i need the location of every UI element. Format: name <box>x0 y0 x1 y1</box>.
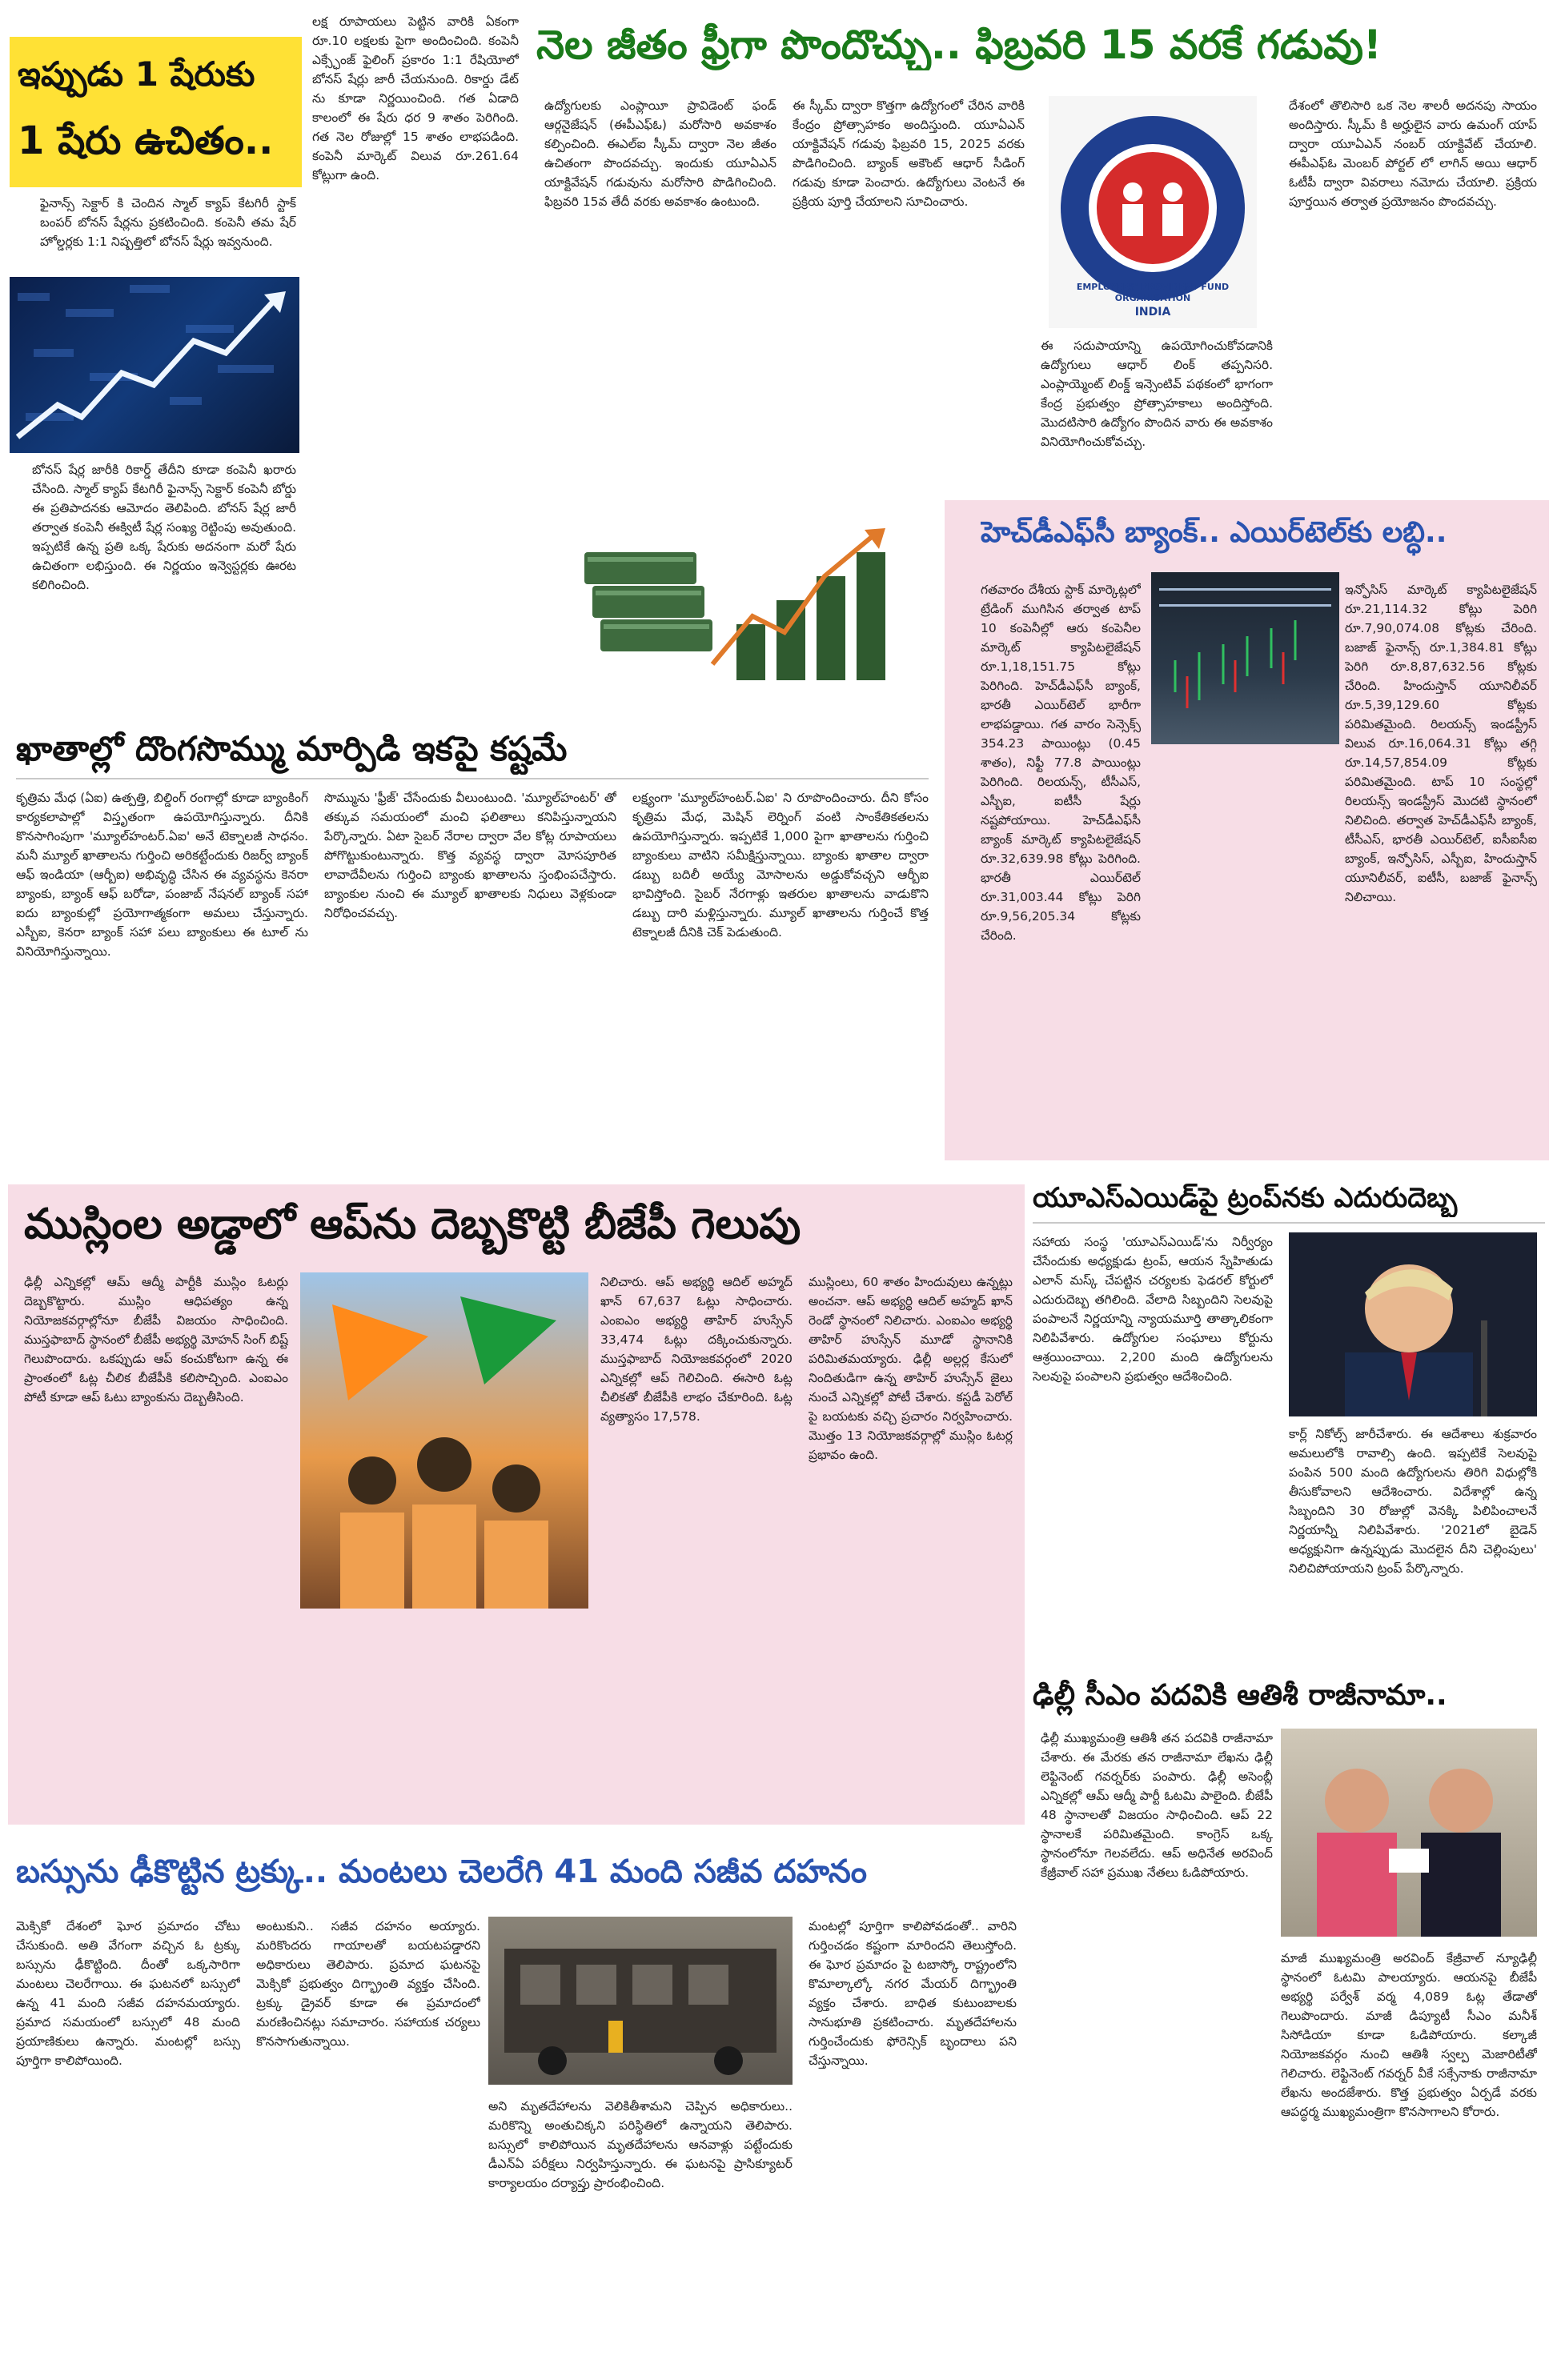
headline-box <box>10 37 302 187</box>
money-stack-illustration <box>552 504 897 704</box>
column-a: ఢిల్లీ ఎన్నికల్లో ఆమ్ ఆద్మీ పార్టీకి ముస్లిం ఓటర్లు దెబ్బకొట్టారు. ముస్లిం ఆధిపత్యం ఉన్న నియోజకవర్గాల్లోనూ బీజేపీ విజయం సాధించింది. ముస్తఫాబాద్ స్థానంలో బీజేపీ అభ్యర్థి మోహన్ సింగ్ బిష్ట్ గెలుపొందారు. ఒకప్పుడు ఆప్ కంచుకోటగా ఉన్న ఈ ప్రాంతంలో ఓట్ల చీలిక బీజేపీకి కలిసొచ్చింది. ఎంఐఎం పోటీ కూడా ఆప్ ఓటు బ్యాంకును దెబ్బతీసింది. <box>24 1275 288 1404</box>
column-b: కార్ల్ నికోల్స్ జారీచేశారు. ఈ ఆదేశాలు శుక్రవారం అమలులోకి రావాల్సి ఉంది. ఇప్పటికే సెలవుపై పంపిన 500 మంది ఉద్యోగులను తిరిగి విధుల్లోకి తీసుకోవాలని ఆదేశించారు. విదేశాల్లో ఉన్న సిబ్బందిని 30 రోజుల్లో వెనక్కి పిలిపించాలనే నిర్ణయాన్నీ నిలిపివేశారు. '2021లో బైడెన్ అధ్యక్షునిగా ఉన్నప్పుడు మొదలైన దీని చెల్లింపులు' నిలిచిపోయాయని ట్రంప్ పేర్కొన్నారు. <box>1289 1427 1537 1576</box>
headline: హెచ్‌డీఎఫ్‌సీ బ్యాంక్.. ఎయిర్‌టెల్‌కు లబ్ధి.. <box>981 516 1447 549</box>
column-b: అంటుకుని.. సజీవ దహనం అయ్యారు. మరికొందరు గాయాలతో బయటపడ్డారని అధికారులు తెలిపారు. ప్రమాద ఘటనపై మెక్సికో ప్రభుత్వం దిగ్భ్రాంతి వ్యక్తం చేసింది. ట్రక్కు డ్రైవర్ కూడా ఈ ప్రమాదంలో మరణించినట్లు సమాచారం. సహాయక చర్యలు కొనసాగుతున్నాయి. <box>256 1919 480 2049</box>
rising-arrow-icon <box>10 277 299 453</box>
trump-photo <box>1289 1232 1537 1416</box>
headline: నెల జీతం ఫ్రీగా పొందొచ్చు.. ఫిబ్రవరి 15 వరకే గడువు! <box>536 22 1382 68</box>
money-growth-illustration <box>536 412 785 496</box>
column-b: ఇన్ఫోసిస్ మార్కెట్ క్యాపిటలైజేషన్ రూ.21,114.32 కోట్లు పెరిగి రూ.7,90,074.08 కోట్లకు చేరింది. బజాజ్ ఫైనాన్స్ రూ.1,384.81 కోట్లు పెరిగి రూ.8,87,632.56 కోట్లకు చేరింది. హిందుస్తాన్ యూనిలీవర్ రూ.5,39,129.60 కోట్లకు పరిమితమైంది. రిలయన్స్ ఇండస్ట్రీస్ విలువ రూ.16,064.31 కోట్లు తగ్గి రూ.14,57,854.09 కోట్లకు పరిమితమైంది. టాప్ 10 సంస్థల్లో రిలయన్స్ ఇండస్ట్రీస్ మొదటి స్థానంలో నిలిచింది. తర్వాత హెచ్‌డీఎఫ్‌సీ బ్యాంక్, టీసీఎస్, భారతీ ఎయిర్‌టెల్, ఐసీఐసీఐ బ్యాంక్, ఇన్ఫోసిస్, ఎస్బీఐ, హిందుస్తాన్ యూనిలీవర్, ఐటీసీ, బజాజ్ ఫైనాన్స్ నిలిచాయి. <box>1345 583 1537 904</box>
headline-line-2: 1 షేరు ఉచితం.. <box>18 118 274 163</box>
logo-text: EMPLOYEES' PROVIDENT FUND ORGANISATION <box>1076 282 1230 303</box>
atishi-lg-photo <box>1281 1729 1537 1937</box>
headline: ఢిల్లీ సీఎం పదవికి ఆతిశీ రాజీనామా.. <box>1033 1679 1447 1712</box>
column-a: సహాయ సంస్థ 'యూఎస్‌ఎయిడ్'ను నిర్వీర్యం చేసేందుకు అధ్యక్షుడు ట్రంప్, ఆయన స్నేహితుడు ఎలాన్ మస్క్ చేపట్టిన చర్యలకు ఫెడరల్ కోర్టులో ఎదురుదెబ్బ తగిలింది. వేలాది సిబ్బందిని సెలవుపై పంపాలనే నిర్ణయాన్ని న్యాయమూర్తి తాత్కాలికంగా నిలిపివేశారు. ఉద్యోగుల సంఘాలు కోర్టును ఆశ్రయించాయి. 2,200 మంది ఉద్యోగులను సెలవుపై పంపాలని ప్రభుత్వం ఆదేశించింది. <box>1033 1235 1273 1384</box>
column-b: నిలిచారు. ఆప్ అభ్యర్థి ఆదిల్ అహ్మద్ ఖాన్ 67,637 ఓట్లు సాధించారు. ఎంఐఎం అభ్యర్థి తాహిర్ హుస్సేన్ 33,474 ఓట్లు దక్కించుకున్నారు. ముస్తఫాబాద్ నియోజకవర్గంలో 2020 ఎన్నికల్లో ఆప్ గెలిచింది. ఈసారి ఓట్ల చీలికతో బీజేపీకి లాభం చేకూరింది. ఓట్ల వ్యత్యాసం 17,578. <box>600 1275 793 1424</box>
column-c: ముస్లింలు, 60 శాతం హిందువులు ఉన్నట్లు అంచనా. ఆప్ అభ్యర్థి ఆదిల్ అహ్మద్ ఖాన్ రెండో స్థానంలో నిలిచారు. ఎంఐఎం అభ్యర్థి తాహిర్ హుస్సేన్ మూడో స్థానానికి పరిమితమయ్యారు. ఢిల్లీ అల్లర్ల కేసులో నిందితుడిగా ఉన్న తాహిర్ హుస్సేన్ జైలు నుంచే ఎన్నికల్లో పోటీ చేశారు. కస్టడీ పెరోల్ పై బయటకు వచ్చి ప్రచారం నిర్వహించారు. మొత్తం 13 నియోజకవర్గాల్లో ముస్లిం ఓటర్ల ప్రభావం ఉంది. <box>809 1275 1013 1462</box>
stock-chart-photo <box>10 277 299 453</box>
headline: బస్సును ఢీకొట్టిన ట్రక్కు.. మంటలు చెలరేగి 41 మంది సజీవ దహనం <box>16 1853 868 1890</box>
logo-country: INDIA <box>1134 306 1171 319</box>
headline-line-1: ఇప్పుడు 1 షేరుకు <box>18 54 255 94</box>
headline: ముస్లింల అడ్డాలో ఆప్‌ను దెబ్బకొట్టి బీజేపీ గెలుపు <box>24 1200 801 1248</box>
column-d: దేశంలో తొలిసారి ఒక నెల శాలరీ అదనపు సాయం అందిస్తారు. స్కీమ్ కి అర్హులైన వారు ఉమంగ్ యాప్ ద్వారా యూఏఎన్ నంబర్ యాక్టివేట్ చేయాలి. ఈపీఎఫ్ఓ మెంబర్ పోర్టల్ లో లాగిన్ అయి ఆధార్ ఓటీపీ ద్వారా వివరాలు నమోదు చేయాలి. ప్రక్రియ పూర్తయిన తర్వాత ప్రయోజనం పొందవచ్చు. <box>1289 98 1537 209</box>
article-usaid-trump <box>1033 1172 1549 1653</box>
lead-paragraph: ఫైనాన్స్ సెక్టార్ కి చెందిన స్మాల్ క్యాప్ కేటగిరీ స్టాక్ బంపర్ బోనస్ షేర్లను ప్రకటించింది. కంపెనీ తమ షేర్ హోల్డర్లకు 1:1 నిష్పత్తిలో బోనస్ షేర్లు ఇవ్వనుంది. <box>40 196 296 249</box>
column-b: మాజీ ముఖ్యమంత్రి అరవింద్ కేజ్రీవాల్ న్యూఢిల్లీ స్థానంలో ఓటమి పాలయ్యారు. ఆయనపై బీజేపీ అభ్యర్థి పర్వేశ్ వర్మ 4,089 ఓట్ల తేడాతో గెలుపొందారు. మాజీ డిప్యూటీ సీఎం మనీశ్ సిసోడియా కూడా ఓడిపోయారు. కల్కాజీ నియోజకవర్గం నుంచి ఆతిశీ స్వల్ప మెజారిటీతో గెలిచారు. లెఫ్టినెంట్ గవర్నర్ వీకే సక్సేనాకు రాజీనామా లేఖను అందజేశారు. కొత్త ప్రభుత్వం ఏర్పడే వరకు ఆపద్ధర్మ ముఖ్యమంత్రిగా కొనసాగాలని కోరారు. <box>1281 1951 1537 2119</box>
burnt-bus-photo <box>488 1917 793 2085</box>
column-a: గతవారం దేశీయ స్టాక్ మార్కెట్లలో ట్రేడింగ్ ముగిసిన తర్వాత టాప్ 10 కంపెనీల్లో ఆరు కంపెనీల మార్కెట్ క్యాపిటలైజేషన్ రూ.1,18,151.75 కోట్లు పెరిగింది. హెచ్‌డీఎఫ్‌సీ బ్యాంక్, భారతీ ఎయిర్‌టెల్ భారీగా లాభపడ్డాయి. గత వారం సెన్సెక్స్ 354.23 పాయింట్లు (0.45 శాతం), నిఫ్టీ 77.8 పాయింట్లు పెరిగింది. రిలయన్స్, టీసీఎస్, ఎస్బీఐ, ఐటీసీ షేర్లు నష్టపోయాయి. హెచ్‌డీఎఫ్‌సీ బ్యాంక్ మార్కెట్ క్యాపిటలైజేషన్ రూ.32,639.98 కోట్లు పెరిగింది. భారతీ ఎయిర్‌టెల్ రూ.31,003.44 కోట్లు పెరిగి రూ.9,56,205.34 కోట్లకు చేరింది. <box>981 583 1141 943</box>
column-d: అని మృతదేహాలను వెలికితీశామని చెప్పిన అధికారులు.. మరికొన్ని అంతుచిక్కని పరిస్థితిలో ఉన్నాయని తెలిపారు. బస్సులో కాలిపోయిన మృతదేహాలను ఆనవాళ్లు పట్టేందుకు డీఎన్ఏ పరీక్షలు నిర్వహిస్తున్నారు. ఈ ఘటనపై ప్రాసిక్యూటర్ కార్యాలయం దర్యాప్తు ప్రారంభించింది. <box>488 2099 793 2190</box>
bjp-celebration-photo <box>300 1272 588 1609</box>
epfo-logo <box>1049 96 1257 328</box>
column-a: ఢిల్లీ ముఖ్యమంత్రి ఆతిశీ తన పదవికి రాజీనామా చేశారు. ఈ మేరకు తన రాజీనామా లేఖను ఢిల్లీ లెఫ్టినెంట్ గవర్నర్‌కు పంపారు. ఢిల్లీ అసెంబ్లీ ఎన్నికల్లో ఆమ్ ఆద్మీ పార్టీ ఓటమి పాలైంది. బీజేపీ 48 స్థానాలతో విజయం సాధించింది. ఆప్ 22 స్థానాలకే పరిమితమైంది. కాంగ్రెస్ ఒక్క స్థానంలోనూ గెలవలేదు. ఆప్ అధినేత అరవింద్ కేజ్రీవాల్ సహా ప్రముఖ నేతలు ఓడిపోయారు. <box>1041 1731 1273 1880</box>
column-b: సొమ్మును 'ఫ్రీజ్' చేసేందుకు వీలుంటుంది. 'మ్యూల్‌హంటర్' తో తక్కువ సమయంలో మంచి ఫలితాలు కనిపిస్తున్నాయని పేర్కొన్నారు. ఏటా సైబర్ నేరాల ద్వారా వేల కోట్ల రూపాయలు పోగొట్టుకుంటున్నారు. కొత్త వ్యవస్థ ద్వారా మోసపూరిత లావాదేవీలను గుర్తించి బ్యాంకు ఖాతాలను స్తంభింపచేస్తారు. బ్యాంకుల నుంచి ఈ మ్యూల్ ఖాతాలకు నిధులు వెళ్లకుండా నిరోధించవచ్చు. <box>324 791 616 920</box>
headline: యూఎస్‌ఎయిడ్‌పై ట్రంప్‌నకు ఎదురుదెబ్బ <box>1033 1182 1458 1214</box>
column-a: ఉద్యోగులకు ఎంప్లాయీ ప్రావిడెంట్ ఫండ్ ఆర్గనైజేషన్ (ఈపీఎఫ్ఓ) మరోసారి అవకాశం కల్పించింది. ఈఎల్ఐ స్కీమ్ ద్వారా నెల జీతం ఉచితంగా పొందవచ్చు. ఇందుకు యూఏఎన్ యాక్టివేషన్ గడువును మరోసారి పొడిగించింది. ఫిబ్రవరి 15వ తేదీ వరకు అవకాశం ఉంటుంది. <box>544 98 776 209</box>
article-bonus-shares <box>8 8 520 712</box>
article-bjp-muslim-areas <box>8 1184 1025 1825</box>
column-a: మెక్సికో దేశంలో ఘోర ప్రమాదం చోటు చేసుకుంది. అతి వేగంగా వచ్చిన ఓ ట్రక్కు బస్సును ఢీకొట్టింది. దీంతో ఒక్కసారిగా మంటలు చెలరేగాయి. ఈ ఘటనలో బస్సులో ఉన్న 41 మంది సజీవ దహనమయ్యారు. ప్రమాద సమయంలో బస్సులో 48 మంది ప్రయాణికులు ఉన్నారు. మంటల్లో బస్సు పూర్తిగా కాలిపోయింది. <box>16 1919 240 2068</box>
article-hdfc-airtel <box>945 500 1549 1160</box>
column-a: కృత్రిమ మేధ (ఏఐ) ఉత్పత్తి, బిల్డింగ్ రంగాల్లో కూడా బ్యాంకింగ్ కార్యకలాపాల్లో విస్తృతంగా ఉపయోగిస్తున్నారు. దీనికి కొనసాగింపుగా 'మ్యూల్‌హంటర్.ఏఐ' అనే టెక్నాలజీ సాధనం. మనీ మ్యూల్ ఖాతాలను గుర్తించి అరికట్టేందుకు రిజర్వ్ బ్యాంక్ ఆఫ్ ఇండియా (ఆర్బీఐ) అభివృద్ధి చేసిన ఈ వ్యవస్థను కెనరా బ్యాంకు, బ్యాంక్ ఆఫ్ బరోడా, పంజాబ్ నేషనల్ బ్యాంక్ సహా ఐదు బ్యాంకుల్లో ప్రయోగాత్మకంగా అమలు చేస్తున్నారు. ఎస్బీఐ, కెనరా బ్యాంక్ సహా పలు బ్యాంకులు ఈ టూల్ ను వినియోగిస్తున్నాయి. <box>16 791 308 959</box>
divider <box>1033 1222 1545 1224</box>
column-b: లక్ష రూపాయలు పెట్టిన వారికి ఏకంగా రూ.10 లక్షలకు పైగా అందించింది. కంపెనీ ఎక్స్ఛేంజ్ ఫైలింగ్ ప్రకారం 1:1 రేషియోలో బోనస్ షేర్లు జారీ చేయనుంది. రికార్డు డేట్ ను కూడా నిర్ణయించింది. గత ఏడాది కాలంలో ఈ షేరు ధర 9 శాతం పెరిగింది. గత నెల రోజుల్లో 15 శాతం లాభపడింది. కంపెనీ మార్కెట్ విలువ రూ.261.64 కోట్లుగా ఉంది. <box>312 14 519 182</box>
column-c: మంటల్లో పూర్తిగా కాలిపోవడంతో.. వారిని గుర్తించడం కష్టంగా మారిందని తెలుస్తోంది. ఈ ఘోర ప్రమాదం పై టబాస్కో రాష్ట్రంలోని కొమాల్కాల్కో నగర మేయర్ దిగ్భ్రాంతి వ్యక్తం చేశారు. బాధిత కుటుంబాలకు సానుభూతి ప్రకటించారు. మృతదేహాలను గుర్తించేందుకు ఫోరెన్సిక్ బృందాలు పని చేస్తున్నాయి. <box>809 1919 1017 2068</box>
headline: ఖాతాల్లో దొంగసొమ్ము మార్పిడి ఇకపై కష్టమే <box>16 729 568 768</box>
column-c: లక్ష్యంగా 'మ్యూల్‌హంటర్.ఏఐ' ని రూపొందించారు. దీని కోసం కృత్రిమ మేధ, మెషిన్ లెర్నింగ్ వంటి సాంకేతికతలను ఉపయోగిస్తున్నారు. ఇప్పటికే 1,000 పైగా ఖాతాలను గుర్తించి బ్యాంకులు వాటిని సమీక్షిస్తున్నాయి. బ్యాంకు ఖాతాల ద్వారా డబ్బు బదిలీ అయ్యే మోసాలను అడ్డుకోవచ్చని ఆర్బీఐ భావిస్తోంది. సైబర్ నేరగాళ్లు ఇతరుల ఖాతాలను వాడుకొని డబ్బు దారి మళ్లిస్తున్నారు. మ్యూల్ ఖాతాలను గుర్తించే కొత్త టెక్నాలజీ దీనికి చెక్ పెడుతుంది. <box>632 791 929 940</box>
article-epfo <box>528 8 1549 500</box>
stock-market-photo <box>1151 572 1339 744</box>
column-b: ఈ స్కీమ్ ద్వారా కొత్తగా ఉద్యోగంలో చేరిన వారికి కేంద్రం ప్రోత్సాహకం అందిస్తుంది. యూఏఎన్ యాక్టివేషన్ గడువు ఫిబ్రవరి 15, 2025 వరకు పొడిగించింది. బ్యాంక్ అకౌంట్ ఆధార్ సీడింగ్ గడువు కూడా పెంచారు. ఉద్యోగులు వెంటనే ఈ ప్రక్రియ పూర్తి చేయాలని సూచించారు. <box>793 98 1025 209</box>
column-a: బోనస్ షేర్ల జారీకి రికార్డ్ తేదీని కూడా కంపెనీ ఖరారు చేసింది. స్మాల్ క్యాప్ కేటగిరీ ఫైనాన్స్ సెక్టార్ కంపెనీ బోర్డు ఈ ప్రతిపాదనకు ఆమోదం తెలిపింది. బోనస్ షేర్ల జారీ తర్వాత కంపెనీ ఈక్విటీ షేర్ల సంఖ్య రెట్టింపు అవుతుంది. ఇప్పటికే ఉన్న ప్రతి ఒక్క షేరుకు అదనంగా మరో షేరు ఉచితంగా లభిస్తుంది. ఈ నిర్ణయం ఇన్వెస్టర్లకు ఊరట కలిగించింది. <box>32 463 296 592</box>
column-c: ఈ సదుపాయాన్ని ఉపయోగించుకోవడానికి ఉద్యోగులు ఆధార్ లింక్ తప్పనిసరి. ఎంప్లాయ్మెంట్ లింక్డ్ ఇన్సెంటివ్ పథకంలో భాగంగా కేంద్ర ప్రభుత్వం ప్రోత్సాహకాలు అందిస్తోంది. మొదటిసారి ఉద్యోగం పొందిన వారు ఈ అవకాశం వినియోగించుకోవచ్చు. <box>1041 339 1273 449</box>
article-atishi-resignation <box>1033 1665 1549 2373</box>
article-mule-accounts <box>8 720 937 1168</box>
article-bus-fire <box>8 1841 1025 2373</box>
divider <box>16 778 929 779</box>
